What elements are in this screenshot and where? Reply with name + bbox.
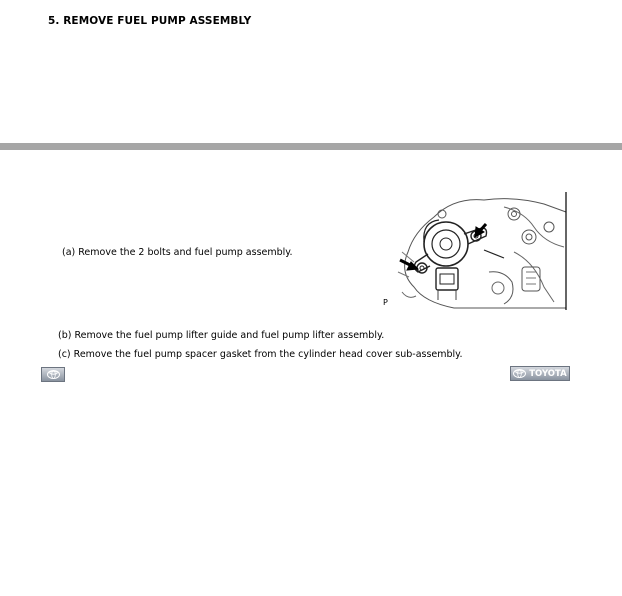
toyota-brand-button[interactable] xyxy=(510,366,570,381)
step-c-text: (c) Remove the fuel pump spacer gasket from the cylinder head cover sub-assembly. xyxy=(58,349,463,360)
section-divider xyxy=(0,143,622,150)
toyota-logo-button[interactable] xyxy=(41,367,65,382)
fuel-pump-illustration xyxy=(394,192,569,310)
figure-label: P xyxy=(383,298,388,307)
toyota-logo-icon xyxy=(47,370,60,379)
toyota-logo-icon xyxy=(513,369,526,378)
step-b-text: (b) Remove the fuel pump lifter guide and fuel pump lifter assembly. xyxy=(58,330,385,341)
section-heading: 5. REMOVE FUEL PUMP ASSEMBLY xyxy=(48,15,252,27)
toyota-brand-label: TOYOTA xyxy=(529,368,567,379)
step-a-text: (a) Remove the 2 bolts and fuel pump assembly. xyxy=(62,247,293,258)
